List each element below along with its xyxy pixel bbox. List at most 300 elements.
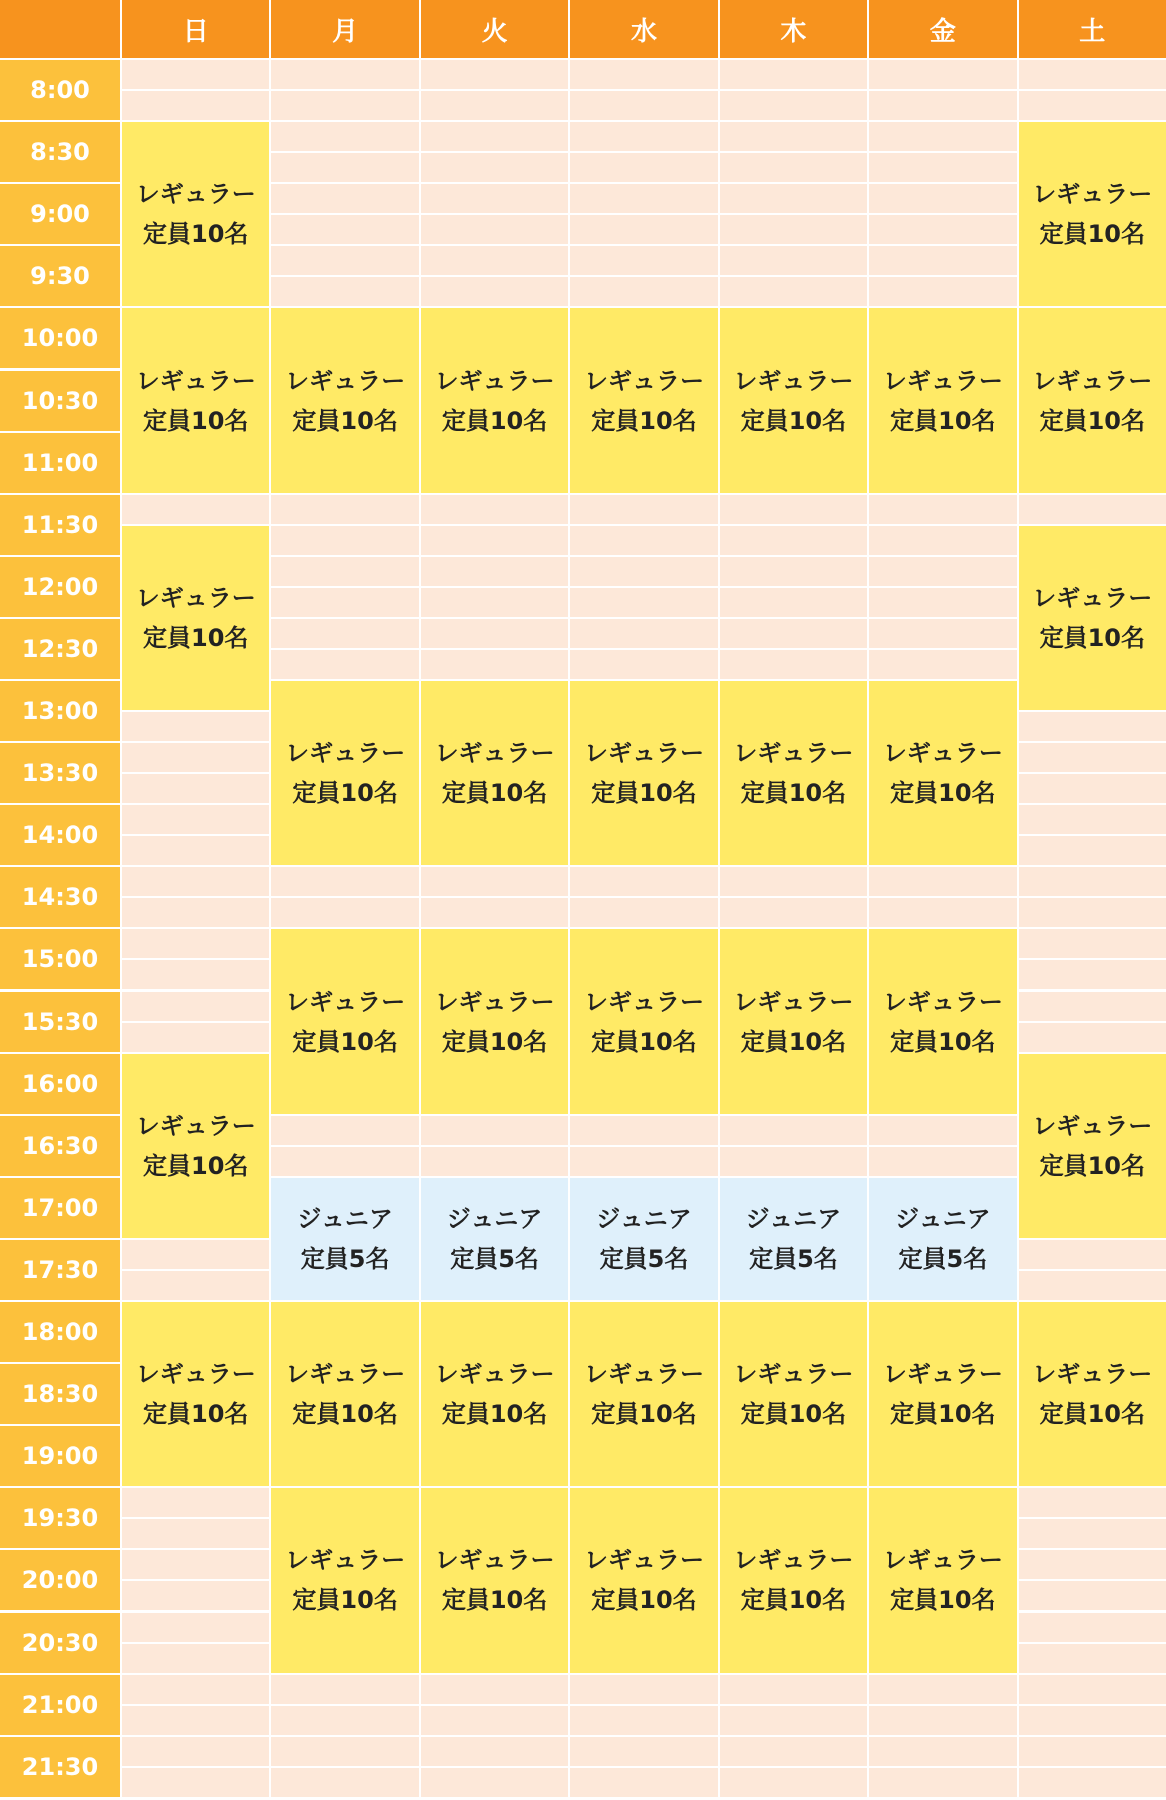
class-capacity: 定員10名	[890, 1400, 996, 1429]
empty-slot	[1019, 1768, 1166, 1797]
empty-slot	[570, 1706, 717, 1735]
empty-slot	[570, 495, 717, 524]
empty-slot	[1019, 1519, 1166, 1548]
class-session-junior[interactable]	[271, 1178, 418, 1300]
empty-slot	[570, 867, 717, 896]
empty-slot	[869, 619, 1016, 648]
class-capacity: 定員5名	[599, 1244, 689, 1273]
class-capacity: 定員5名	[450, 1244, 539, 1273]
empty-slot	[1019, 91, 1166, 120]
time-label: 21:30	[0, 1737, 120, 1797]
class-name: レギュラー	[733, 739, 854, 768]
empty-slot	[1019, 929, 1166, 958]
empty-slot	[720, 1147, 867, 1176]
time-label: 9:00	[0, 184, 120, 244]
empty-slot	[122, 1519, 269, 1548]
class-name: レギュラー	[1032, 180, 1153, 209]
time-label: 8:30	[0, 122, 120, 182]
class-capacity: 定員10名	[890, 406, 996, 435]
class-capacity: 定員10名	[292, 1586, 398, 1615]
class-name: レギュラー	[1032, 1360, 1153, 1389]
empty-slot	[421, 495, 568, 524]
empty-slot	[122, 1737, 269, 1766]
empty-slot	[570, 153, 717, 182]
empty-slot	[869, 91, 1016, 120]
class-session-regular[interactable]	[421, 1302, 568, 1486]
class-session-regular[interactable]	[271, 929, 418, 1113]
empty-slot	[570, 526, 717, 555]
empty-slot	[869, 588, 1016, 617]
empty-slot	[421, 557, 568, 586]
empty-slot	[122, 1581, 269, 1610]
empty-slot	[1019, 992, 1166, 1021]
class-session-regular[interactable]	[1019, 1054, 1166, 1238]
empty-slot	[271, 650, 418, 679]
class-name: レギュラー	[285, 739, 406, 768]
empty-slot	[122, 805, 269, 834]
class-capacity: 定員10名	[1039, 220, 1145, 249]
class-session-regular[interactable]	[869, 1302, 1016, 1486]
empty-slot	[1019, 898, 1166, 927]
class-capacity: 定員10名	[740, 1027, 847, 1056]
empty-slot	[720, 1706, 867, 1735]
empty-slot	[1019, 1644, 1166, 1673]
empty-slot	[869, 215, 1016, 244]
empty-slot	[421, 122, 568, 151]
class-session-regular[interactable]	[421, 308, 568, 492]
class-name: レギュラー	[733, 366, 854, 395]
class-name: レギュラー	[434, 1360, 555, 1389]
class-session-junior[interactable]	[570, 1178, 717, 1300]
empty-slot	[122, 1613, 269, 1642]
class-capacity: 定員10名	[591, 406, 697, 435]
class-name: レギュラー	[135, 1111, 256, 1140]
class-capacity: 定員5名	[749, 1244, 838, 1273]
empty-slot	[122, 91, 269, 120]
class-capacity: 定員10名	[143, 623, 249, 652]
class-capacity: 定員10名	[292, 779, 398, 808]
empty-slot	[720, 526, 867, 555]
class-capacity: 定員10名	[591, 779, 697, 808]
empty-slot	[869, 495, 1016, 524]
day-header: 月	[271, 0, 418, 58]
class-session-junior[interactable]	[421, 1178, 568, 1300]
class-name: レギュラー	[1032, 366, 1153, 395]
empty-slot	[271, 91, 418, 120]
empty-slot	[271, 153, 418, 182]
class-name: ジュニア	[297, 1204, 393, 1233]
time-label: 18:30	[0, 1364, 120, 1424]
time-label: 17:30	[0, 1240, 120, 1300]
empty-slot	[421, 91, 568, 120]
empty-slot	[271, 215, 418, 244]
class-session-regular[interactable]	[869, 308, 1016, 492]
empty-slot	[869, 650, 1016, 679]
time-label: 16:00	[0, 1054, 120, 1114]
class-capacity: 定員10名	[740, 1400, 847, 1429]
empty-slot	[421, 1737, 568, 1766]
class-session-regular[interactable]	[720, 1302, 867, 1486]
empty-slot	[271, 495, 418, 524]
empty-slot	[421, 1768, 568, 1797]
empty-slot	[720, 1737, 867, 1766]
time-label: 21:00	[0, 1675, 120, 1735]
empty-slot	[122, 1550, 269, 1579]
class-session-regular[interactable]	[869, 681, 1016, 865]
empty-slot	[869, 1706, 1016, 1735]
class-session-regular[interactable]	[720, 929, 867, 1113]
class-session-regular[interactable]	[570, 929, 717, 1113]
empty-slot	[421, 153, 568, 182]
empty-slot	[122, 929, 269, 958]
empty-slot	[1019, 1488, 1166, 1517]
class-name: ジュニア	[446, 1204, 543, 1233]
empty-slot	[570, 898, 717, 927]
empty-slot	[122, 867, 269, 896]
class-name: レギュラー	[733, 1546, 854, 1575]
class-capacity: 定員10名	[143, 1151, 249, 1180]
class-capacity: 定員10名	[441, 1586, 548, 1615]
empty-slot	[869, 1737, 1016, 1766]
empty-slot	[1019, 774, 1166, 803]
class-capacity: 定員10名	[890, 779, 996, 808]
empty-slot	[869, 1147, 1016, 1176]
class-capacity: 定員10名	[143, 220, 249, 249]
empty-slot	[1019, 1271, 1166, 1300]
empty-slot	[720, 122, 867, 151]
empty-slot	[271, 867, 418, 896]
class-name: レギュラー	[135, 366, 256, 395]
time-label: 19:00	[0, 1426, 120, 1486]
empty-slot	[869, 557, 1016, 586]
class-capacity: 定員10名	[441, 1400, 548, 1429]
empty-slot	[570, 60, 717, 89]
time-label: 11:00	[0, 433, 120, 493]
time-label: 14:00	[0, 805, 120, 865]
class-name: レギュラー	[135, 180, 256, 209]
empty-slot	[122, 712, 269, 741]
class-capacity: 定員10名	[1039, 1151, 1145, 1180]
class-capacity: 定員10名	[740, 779, 847, 808]
time-label: 10:00	[0, 308, 120, 368]
empty-slot	[570, 122, 717, 151]
empty-slot	[271, 60, 418, 89]
time-label: 12:30	[0, 619, 120, 679]
empty-slot	[1019, 60, 1166, 89]
time-label: 13:00	[0, 681, 120, 741]
empty-slot	[421, 619, 568, 648]
class-session-regular[interactable]	[122, 308, 269, 492]
class-name: レギュラー	[583, 366, 704, 395]
empty-slot	[720, 1675, 867, 1704]
class-name: レギュラー	[434, 987, 555, 1016]
empty-slot	[271, 1737, 418, 1766]
class-name: レギュラー	[583, 1360, 704, 1389]
class-name: レギュラー	[434, 1546, 555, 1575]
empty-slot	[570, 650, 717, 679]
class-name: レギュラー	[882, 987, 1003, 1016]
empty-slot	[1019, 836, 1166, 865]
empty-slot	[271, 1706, 418, 1735]
time-label: 12:00	[0, 557, 120, 617]
time-label: 11:30	[0, 495, 120, 555]
empty-slot	[421, 1116, 568, 1145]
empty-slot	[720, 153, 867, 182]
class-capacity: 定員5名	[898, 1244, 988, 1273]
empty-slot	[869, 122, 1016, 151]
time-label: 19:30	[0, 1488, 120, 1548]
class-name: レギュラー	[882, 1546, 1003, 1575]
class-session-junior[interactable]	[869, 1178, 1016, 1300]
time-label: 20:30	[0, 1613, 120, 1673]
class-session-regular[interactable]	[271, 1488, 418, 1672]
empty-slot	[869, 526, 1016, 555]
class-name: レギュラー	[882, 366, 1003, 395]
empty-slot	[570, 277, 717, 306]
empty-slot	[421, 246, 568, 275]
empty-slot	[570, 557, 717, 586]
class-capacity: 定員10名	[1039, 406, 1145, 435]
empty-slot	[122, 60, 269, 89]
class-session-regular[interactable]	[421, 929, 568, 1113]
empty-slot	[122, 898, 269, 927]
class-session-regular[interactable]	[122, 526, 269, 710]
class-session-regular[interactable]	[869, 1488, 1016, 1672]
class-name: レギュラー	[434, 739, 555, 768]
class-capacity: 定員10名	[292, 1400, 398, 1429]
class-capacity: 定員10名	[890, 1027, 996, 1056]
empty-slot	[720, 60, 867, 89]
day-header: 火	[421, 0, 568, 58]
empty-slot	[421, 588, 568, 617]
class-name: レギュラー	[882, 739, 1003, 768]
class-session-regular[interactable]	[1019, 1302, 1166, 1486]
class-session-regular[interactable]	[421, 681, 568, 865]
empty-slot	[122, 960, 269, 989]
day-header: 水	[570, 0, 717, 58]
header-corner	[0, 0, 120, 58]
class-session-regular[interactable]	[1019, 308, 1166, 492]
time-label: 16:30	[0, 1116, 120, 1176]
empty-slot	[122, 743, 269, 772]
empty-slot	[271, 588, 418, 617]
time-label: 9:30	[0, 246, 120, 306]
class-session-regular[interactable]	[720, 308, 867, 492]
class-session-regular[interactable]	[570, 681, 717, 865]
class-capacity: 定員10名	[1039, 623, 1145, 652]
empty-slot	[869, 898, 1016, 927]
class-name: レギュラー	[583, 739, 704, 768]
empty-slot	[122, 774, 269, 803]
class-session-regular[interactable]	[122, 122, 269, 306]
time-label: 13:30	[0, 743, 120, 803]
empty-slot	[1019, 495, 1166, 524]
class-capacity: 定員10名	[591, 1400, 697, 1429]
empty-slot	[869, 153, 1016, 182]
class-session-junior[interactable]	[720, 1178, 867, 1300]
class-session-regular[interactable]	[570, 308, 717, 492]
class-session-regular[interactable]	[122, 1054, 269, 1238]
class-name: レギュラー	[135, 1360, 256, 1389]
class-capacity: 定員10名	[1039, 1400, 1145, 1429]
empty-slot	[271, 1116, 418, 1145]
empty-slot	[271, 122, 418, 151]
empty-slot	[421, 898, 568, 927]
empty-slot	[122, 1488, 269, 1517]
class-name: レギュラー	[135, 583, 256, 612]
empty-slot	[570, 1147, 717, 1176]
empty-slot	[720, 557, 867, 586]
empty-slot	[122, 495, 269, 524]
class-name: レギュラー	[1032, 583, 1153, 612]
empty-slot	[570, 184, 717, 213]
empty-slot	[421, 184, 568, 213]
empty-slot	[720, 1768, 867, 1797]
empty-slot	[271, 1147, 418, 1176]
empty-slot	[869, 867, 1016, 896]
empty-slot	[869, 277, 1016, 306]
empty-slot	[570, 215, 717, 244]
empty-slot	[720, 588, 867, 617]
empty-slot	[720, 277, 867, 306]
class-name: ジュニア	[596, 1204, 692, 1233]
empty-slot	[1019, 1550, 1166, 1579]
empty-slot	[421, 215, 568, 244]
empty-slot	[122, 1240, 269, 1269]
empty-slot	[122, 1768, 269, 1797]
time-label: 14:30	[0, 867, 120, 927]
empty-slot	[122, 1271, 269, 1300]
class-session-regular[interactable]	[1019, 122, 1166, 306]
empty-slot	[720, 898, 867, 927]
class-name: レギュラー	[434, 366, 555, 395]
class-name: ジュニア	[895, 1204, 991, 1233]
empty-slot	[122, 1675, 269, 1704]
empty-slot	[271, 526, 418, 555]
class-session-regular[interactable]	[869, 929, 1016, 1113]
empty-slot	[570, 246, 717, 275]
empty-slot	[421, 526, 568, 555]
empty-slot	[271, 184, 418, 213]
empty-slot	[1019, 1675, 1166, 1704]
class-capacity: 定員10名	[292, 406, 398, 435]
class-session-regular[interactable]	[271, 308, 418, 492]
empty-slot	[720, 1116, 867, 1145]
time-label: 15:00	[0, 929, 120, 989]
empty-slot	[1019, 1023, 1166, 1052]
class-name: ジュニア	[745, 1204, 842, 1233]
empty-slot	[570, 91, 717, 120]
class-session-regular[interactable]	[570, 1488, 717, 1672]
class-session-regular[interactable]	[1019, 526, 1166, 710]
class-capacity: 定員10名	[292, 1027, 398, 1056]
empty-slot	[271, 619, 418, 648]
empty-slot	[570, 588, 717, 617]
empty-slot	[421, 650, 568, 679]
class-capacity: 定員10名	[890, 1586, 996, 1615]
class-session-regular[interactable]	[720, 681, 867, 865]
class-capacity: 定員5名	[300, 1244, 390, 1273]
empty-slot	[421, 277, 568, 306]
empty-slot	[1019, 1581, 1166, 1610]
empty-slot	[570, 1675, 717, 1704]
class-name: レギュラー	[733, 987, 854, 1016]
empty-slot	[869, 1768, 1016, 1797]
empty-slot	[122, 836, 269, 865]
empty-slot	[1019, 743, 1166, 772]
empty-slot	[271, 557, 418, 586]
empty-slot	[1019, 1240, 1166, 1269]
class-name: レギュラー	[285, 1360, 406, 1389]
empty-slot	[1019, 712, 1166, 741]
empty-slot	[1019, 1737, 1166, 1766]
time-label: 10:30	[0, 371, 120, 431]
class-capacity: 定員10名	[441, 779, 548, 808]
empty-slot	[570, 1116, 717, 1145]
empty-slot	[720, 246, 867, 275]
empty-slot	[720, 650, 867, 679]
time-label: 15:30	[0, 992, 120, 1052]
empty-slot	[122, 1644, 269, 1673]
empty-slot	[421, 1675, 568, 1704]
class-name: レギュラー	[583, 1546, 704, 1575]
empty-slot	[570, 1737, 717, 1766]
empty-slot	[1019, 960, 1166, 989]
class-session-regular[interactable]	[570, 1302, 717, 1486]
class-session-regular[interactable]	[271, 681, 418, 865]
class-name: レギュラー	[583, 987, 704, 1016]
time-label: 17:00	[0, 1178, 120, 1238]
class-session-regular[interactable]	[421, 1488, 568, 1672]
time-label: 8:00	[0, 60, 120, 120]
class-capacity: 定員10名	[740, 1586, 847, 1615]
class-session-regular[interactable]	[720, 1488, 867, 1672]
class-name: レギュラー	[882, 1360, 1003, 1389]
empty-slot	[869, 1675, 1016, 1704]
empty-slot	[271, 246, 418, 275]
class-session-regular[interactable]	[122, 1302, 269, 1486]
day-header: 土	[1019, 0, 1166, 58]
empty-slot	[720, 619, 867, 648]
empty-slot	[1019, 805, 1166, 834]
empty-slot	[271, 898, 418, 927]
class-capacity: 定員10名	[591, 1586, 697, 1615]
empty-slot	[271, 1768, 418, 1797]
empty-slot	[720, 867, 867, 896]
empty-slot	[720, 91, 867, 120]
class-capacity: 定員10名	[591, 1027, 697, 1056]
empty-slot	[122, 1023, 269, 1052]
class-name: レギュラー	[733, 1360, 854, 1389]
empty-slot	[869, 184, 1016, 213]
class-capacity: 定員10名	[441, 1027, 548, 1056]
class-capacity: 定員10名	[740, 406, 847, 435]
empty-slot	[1019, 867, 1166, 896]
empty-slot	[271, 277, 418, 306]
day-header: 日	[122, 0, 269, 58]
empty-slot	[869, 60, 1016, 89]
class-name: レギュラー	[285, 987, 406, 1016]
empty-slot	[1019, 1613, 1166, 1642]
class-name: レギュラー	[285, 366, 406, 395]
class-session-regular[interactable]	[271, 1302, 418, 1486]
empty-slot	[421, 1706, 568, 1735]
empty-slot	[1019, 1706, 1166, 1735]
class-name: レギュラー	[285, 1546, 406, 1575]
class-capacity: 定員10名	[143, 1400, 249, 1429]
day-header: 金	[869, 0, 1016, 58]
class-name: レギュラー	[1032, 1111, 1153, 1140]
